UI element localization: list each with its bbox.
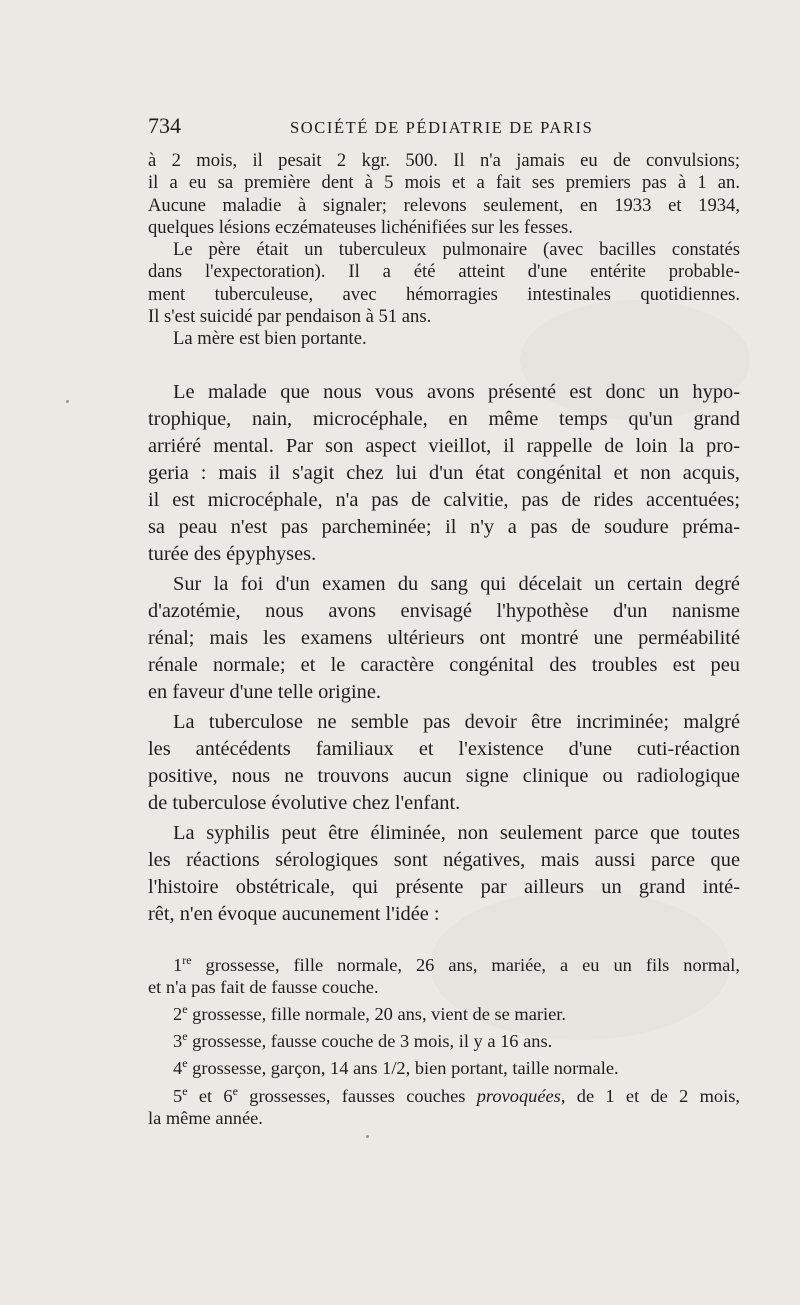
obstetric-history-list (148, 949, 740, 1129)
ordinal: 4 (173, 1058, 183, 1079)
list-item (148, 998, 740, 1025)
text-line: ment tuberculeuse, avec hémorragies intestinales quotidiennes. (148, 283, 740, 305)
journal-title: SOCIÉTÉ DE PÉDIATRIE DE PARIS (290, 118, 594, 137)
text-line: et n'a pas fait de fausse couche. (148, 977, 379, 998)
text-line: quelques lésions eczémateuses lichénifiées sur les fesses. (148, 216, 573, 238)
text-line: en faveur d'une telle origine. (148, 681, 381, 703)
text-line (148, 949, 740, 976)
ordinal-suffix: e (182, 1056, 188, 1071)
speck (66, 400, 69, 403)
paragraph (148, 820, 740, 928)
text-line: Il s'est suicidé par pendaison à 51 ans. (148, 306, 432, 328)
text-line: La mère est bien portante. (173, 328, 367, 350)
text-line: dans l'expectoration). Il a été atteint d'une entérite probable- (148, 261, 740, 283)
ordinal: 2 (173, 1004, 183, 1025)
text-line: turée des épyphyses. (148, 543, 317, 565)
text-line: la même année. (148, 1107, 263, 1128)
history-section (148, 150, 740, 351)
text-line: d'azotémie, nous avons envisagé l'hypothèse d'un nanisme (148, 600, 740, 622)
text-line: sa peau n'est pas parcheminée; il n'y a pas de soudure préma- (148, 516, 740, 538)
text-line: Sur la foi d'un examen du sang qui décelait un certain degré (173, 573, 740, 595)
text-line (148, 1025, 740, 1052)
ordinal-suffix: e (182, 1029, 188, 1044)
page-number: 734 (148, 113, 181, 138)
discussion-section (148, 379, 740, 931)
item-text: grossesse, fausse couche de 3 mois, il y a 16 ans. (187, 1031, 553, 1052)
emphasized-text: provoquées (476, 1085, 561, 1106)
text-line: les réactions sérologiques sont négatives, mais aussi parce que (148, 849, 740, 871)
text-line: geria : mais il s'agit chez lui d'un état congénital et non acquis, (148, 462, 740, 484)
text-line (148, 1080, 740, 1107)
item-text: grossesse, garçon, 14 ans 1/2, bien portant, taille normale. (187, 1058, 619, 1079)
ordinal: 6 (223, 1085, 233, 1106)
text-line: l'histoire obstétricale, qui présente par ailleurs un grand inté- (148, 876, 740, 898)
text-line: positive, nous ne trouvons aucun signe clinique ou radiologique (148, 765, 740, 787)
ordinal: 3 (173, 1031, 183, 1052)
text-line: à 2 mois, il pesait 2 kgr. 500. Il n'a jamais eu de convulsions; (148, 150, 740, 171)
list-item (148, 949, 740, 998)
text-line: il est microcéphale, n'a pas de calvitie, pas de rides accentuées; (148, 489, 740, 511)
paragraph (148, 379, 740, 568)
ordinal: 5 (173, 1085, 183, 1106)
text-line: de tuberculose évolutive chez l'enfant. (148, 792, 461, 814)
text-line (148, 1052, 740, 1079)
ordinal-suffix: e (232, 1083, 238, 1098)
paragraph (148, 571, 740, 706)
text-line: arriéré mental. Par son aspect vieillot, il rappelle de loin la pro- (148, 435, 740, 457)
paragraph (148, 239, 740, 328)
text-line: La tuberculose ne semble pas devoir être incriminée; malgré (173, 711, 740, 733)
text-line (148, 998, 740, 1025)
paragraph (148, 150, 740, 239)
paragraph (148, 328, 740, 350)
item-text: grossesse, fille normale, 26 ans, mariée, a eu un fils normal, (191, 955, 740, 976)
ordinal-suffix: e (182, 1083, 188, 1098)
item-text: grossesses, fausses couches (237, 1085, 477, 1106)
text-line: il a eu sa première dent à 5 mois et a fait ses premiers pas à 1 an. (148, 172, 740, 194)
list-item (148, 1080, 740, 1129)
item-text: grossesse, fille normale, 20 ans, vient de se marier. (187, 1004, 566, 1025)
item-text: et (187, 1085, 224, 1106)
text-line: La syphilis peut être éliminée, non seulement parce que toutes (173, 822, 740, 844)
text-line: Le père était un tuberculeux pulmonaire (avec bacilles constatés (173, 239, 740, 261)
ordinal: 1 (173, 955, 183, 976)
list-item (148, 1025, 740, 1052)
text-line: rêt, n'en évoque aucunement l'idée : (148, 903, 440, 925)
text-line: rénal; mais les examens ultérieurs ont montré une perméabilité (148, 627, 740, 649)
ordinal-suffix: re (182, 953, 192, 967)
text-line: Le malade que nous vous avons présenté est donc un hypo- (173, 381, 740, 403)
paragraph (148, 709, 740, 817)
text-line: rénale normale; et le caractère congénital des troubles est peu (148, 654, 740, 676)
text-line: les antécédents familiaux et l'existence d'une cuti-réaction (148, 738, 740, 760)
speck (366, 1135, 369, 1138)
item-text: , de 1 et de 2 mois, (560, 1085, 740, 1106)
text-line: Aucune maladie à signaler; relevons seulement, en 1933 et 1934, (148, 194, 740, 216)
running-head (148, 113, 748, 139)
text-line: trophique, nain, microcéphale, en même temps qu'un grand (148, 408, 740, 430)
ordinal-suffix: e (182, 1002, 188, 1017)
list-item (148, 1052, 740, 1079)
